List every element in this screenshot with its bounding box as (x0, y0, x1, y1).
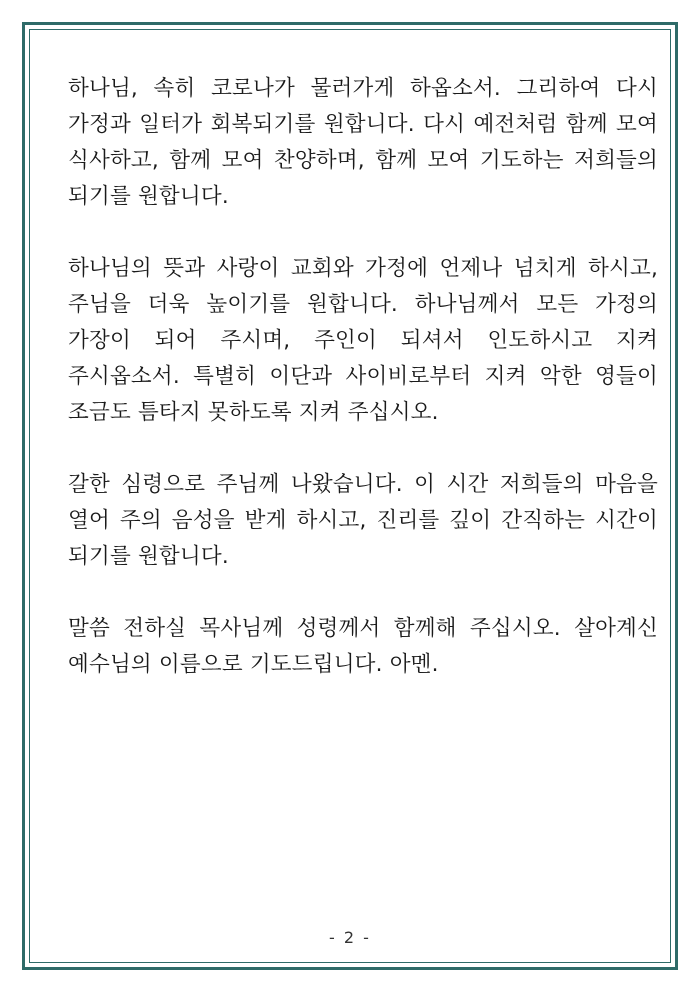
paragraph-4: 말씀 전하실 목사님께 성령께서 함께해 주십시오. 살아계신 예수님의 이름으로 기도드립니다. 아멘. (68, 616, 658, 677)
paragraph-2: 하나님의 뜻과 사랑이 교회와 가정에 언제나 넘치게 하시고, 주님을 더욱 높이기를 원합니다. 하나님께서 모든 가정의 가장이 되어 주시며, 주인이 되셔서 인도하시고 지켜 주시옵소서. 특별히 이단과 사이비로부터 지켜 악한 영들이 조금도 틈타지 못하도록 지켜 주십시오. (68, 256, 658, 425)
paragraph-3: 갈한 심령으로 주님께 나왔습니다. 이 시간 저희들의 마음을 열어 주의 음성을 받게 하시고, 진리를 깊이 간직하는 시간이 되기를 원합니다. (68, 472, 658, 569)
paragraph-1: 하나님, 속히 코로나가 물러가게 하옵소서. 그리하여 다시 가정과 일터가 회복되기를 원합니다. 다시 예전처럼 함께 모여 식사하고, 함께 모여 찬양하며, 함께 모여 기도하는 저희들의 되기를 원합니다. (68, 76, 658, 209)
page-number: - 2 - (329, 928, 371, 947)
document-body (68, 71, 658, 719)
